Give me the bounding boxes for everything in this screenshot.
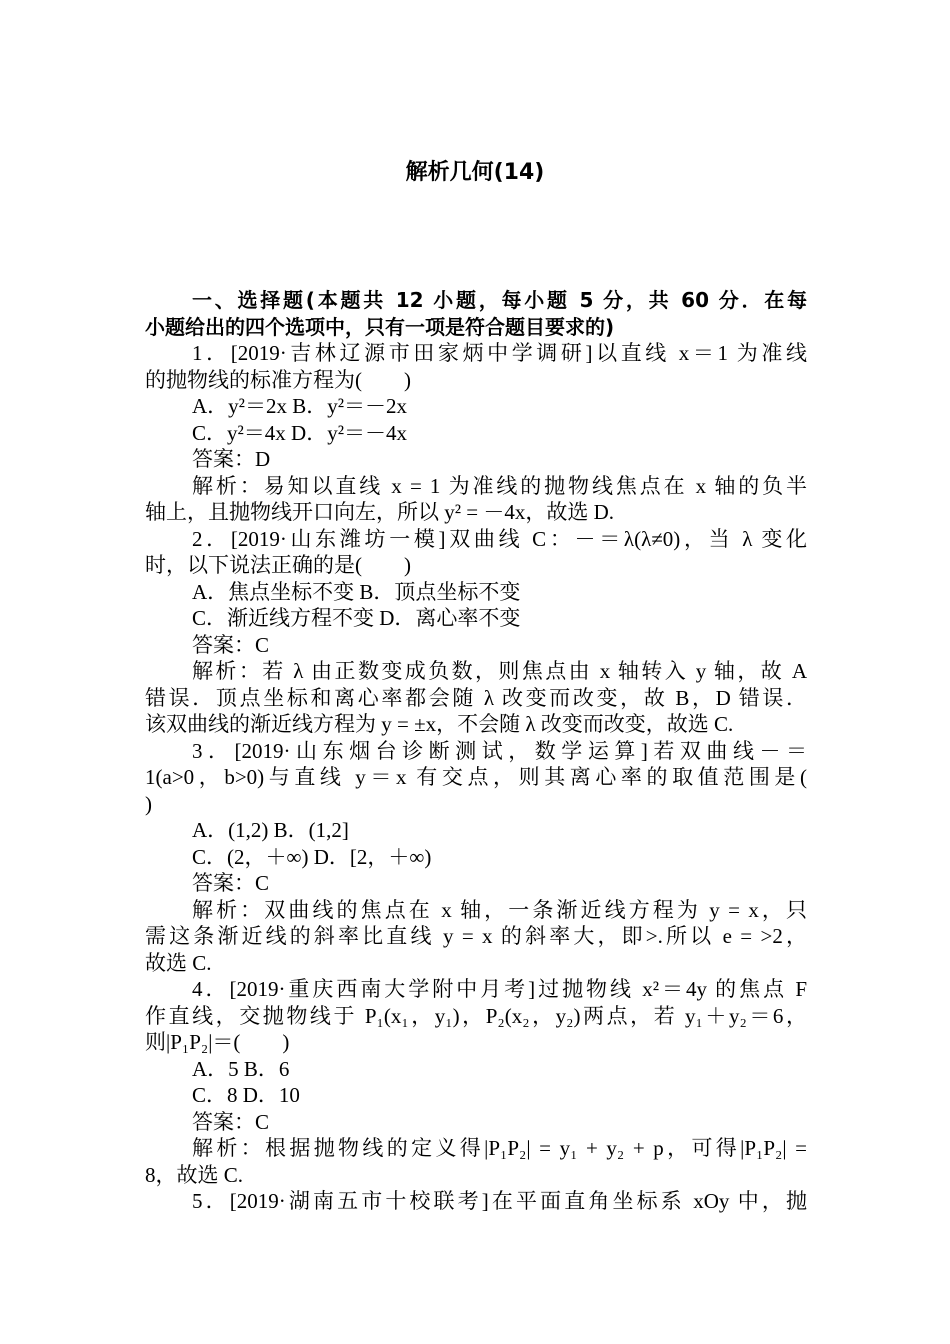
q3-stem-line-1: 3．[2019·山东烟台诊断测试，数学运算]若双曲线－＝ [192,738,807,763]
q4-stem-line-1: 4．[2019·重庆西南大学附中月考]过抛物线 x²＝4y 的焦点 F [192,977,807,1001]
q2-stem-line-2: 时，以下说法正确的是( ) [145,553,411,577]
q3-answer: 答案：C [192,871,270,895]
q3-options-line-2: C．(2，＋∞) D．[2，＋∞) [192,844,432,869]
q1-stem-line-1: 1．[2019·吉林辽源市田家炳中学调研]以直线 x＝1 为准线 [192,341,807,365]
q2-options-line-1: A．焦点坐标不变 B．顶点坐标不变 [192,579,521,604]
q4-stem-line-2: 作直线，交抛物线于 P₁(x₁，y₁)，P₂(x₂，y₂)两点，若 y₁＋y₂＝6， [145,1003,807,1028]
q3-solution-line-2: 需这条渐近线的斜率比直线 y = x 的斜率大，即>.所以 e = >2， [145,924,807,948]
section-heading-line-2: 小题给出的四个选项中，只有一项是符合题目要求的) [145,314,615,339]
page-title: 解析几何(14) [405,160,545,185]
q4-solution-line-2: 8，故选 C. [145,1162,244,1187]
q2-options-line-2: C．渐近线方程不变 D．离心率不变 [192,606,521,630]
q3-solution-line-3: 故选 C. [145,950,212,975]
q4-answer: 答案：C [192,1109,270,1134]
q3-stem-line-3: ) [145,791,152,816]
q2-stem-line-1: 2．[2019·山东潍坊一模]双曲线 C：－＝λ(λ≠0)，当 λ 变化 [192,526,807,551]
q3-stem-line-2: 1(a>0，b>0)与直线 y＝x 有交点，则其离心率的取值范围是( [145,765,807,789]
q4-stem-line-3: 则|P₁P₂|＝( ) [145,1030,290,1054]
document-body [145,287,807,1215]
q1-options-line-2: C．y²＝4x D．y²＝－4x [192,420,408,445]
q1-solution-line-2: 轴上，且抛物线开口向左，所以 y² = －4x，故选 D. [145,500,615,524]
q5-stem-line-1: 5．[2019·湖南五市十校联考]在平面直角坐标系 xOy 中，抛 [192,1189,807,1213]
q1-answer: 答案：D [192,447,271,471]
q3-options-line-1: A．(1,2) B．(1,2] [192,818,349,842]
q1-options-line-1: A．y²＝2x B．y²＝－2x [192,394,408,418]
q2-solution-line-2: 错误．顶点坐标和离心率都会随 λ 改变而改变，故 B，D 错误． [145,685,807,710]
q4-solution-line-1: 解析：根据抛物线的定义得|P₁P₂| = y₁ + y₂ + p，可得|P₁P₂| = [192,1136,807,1160]
q4-options-line-2: C．8 D．10 [192,1083,300,1107]
q1-solution-line-1: 解析：易知以直线 x = 1 为准线的抛物线焦点在 x 轴的负半 [192,473,807,498]
q4-options-line-1: A．5 B．6 [192,1056,290,1081]
q3-solution-line-1: 解析：双曲线的焦点在 x 轴，一条渐近线方程为 y = x，只 [192,897,807,922]
q1-stem-line-2: 的抛物线的标准方程为( ) [145,367,411,392]
section-heading-line-1: 一、选择题(本题共 12 小题，每小题 5 分，共 60 分．在每 [192,288,807,312]
q2-solution-line-1: 解析：若 λ 由正数变成负数，则焦点由 x 轴转入 y 轴，故 A [192,659,807,683]
q2-solution-line-3: 该双曲线的渐近线方程为 y = ±x，不会随 λ 改变而改变，故选 C. [145,712,734,736]
q2-answer: 答案：C [192,632,270,657]
